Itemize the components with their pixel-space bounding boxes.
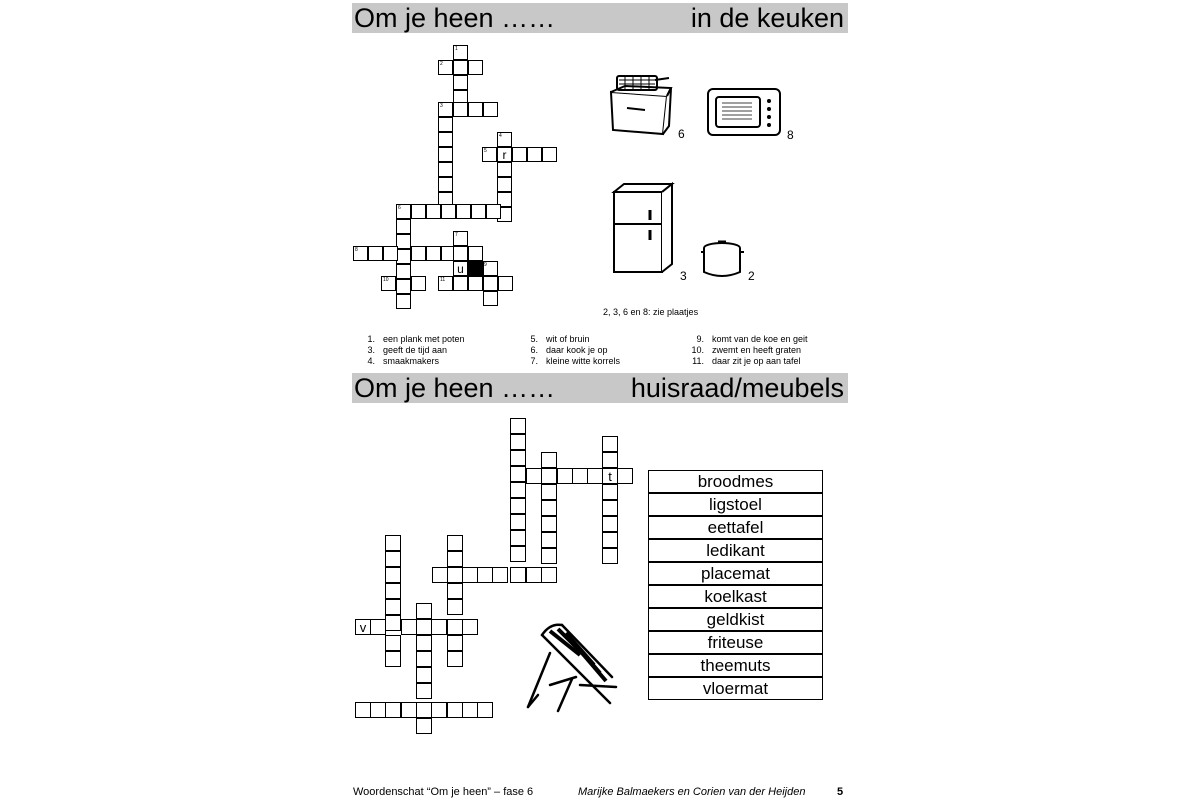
crossword-cell[interactable] [497,162,512,177]
crossword-cell[interactable] [368,246,383,261]
crossword-cell[interactable] [541,567,557,583]
clue-number: 2 [440,61,443,67]
crossword-cell[interactable] [492,567,508,583]
clue-number: 6 [398,205,401,211]
crossword-cell[interactable] [541,468,557,484]
crossword-cell[interactable] [401,702,417,718]
crossword-cell[interactable] [510,482,526,498]
crossword-cell[interactable] [510,498,526,514]
crossword-cell[interactable] [370,619,386,635]
crossword-cell[interactable] [541,452,557,468]
crossword-cell[interactable] [411,276,426,291]
word-list-item: koelkast [648,585,823,608]
crossword-cell[interactable] [453,246,468,261]
given-letter: v [359,620,367,635]
crossword-cell[interactable] [453,75,468,90]
crossword-cell[interactable] [383,246,398,261]
crossword-cell[interactable] [462,619,478,635]
crossword-cell[interactable] [602,516,618,532]
picture-note: 2, 3, 6 en 8: zie plaatjes [603,307,699,317]
section-title-left: Om je heen …… [354,3,556,33]
crossword-cell[interactable] [542,147,557,162]
crossword-cell[interactable] [438,177,453,192]
crossword-cell[interactable] [385,651,401,667]
crossword-cell[interactable] [447,599,463,615]
crossword-cell[interactable] [385,551,401,567]
crossword-cell[interactable] [617,468,633,484]
word-list-item: eettafel [648,516,823,539]
crossword-cell[interactable] [355,702,371,718]
clue-item: 5. wit of bruin [530,334,590,344]
crossword-cell[interactable] [468,102,483,117]
clue-number: 1 [455,46,458,52]
crossword-cell[interactable] [447,535,463,551]
crossword-cell[interactable] [510,567,526,583]
crossword-cell[interactable] [396,294,411,309]
crossword-cell[interactable] [510,466,526,482]
crossword-cell[interactable] [510,546,526,562]
deck-chair-icon [520,615,620,720]
crossword-cell[interactable] [468,246,483,261]
crossword-cell[interactable] [526,468,542,484]
crossword-cell[interactable] [396,279,411,294]
clue-number: 10 [383,277,389,283]
word-list-item: placemat [648,562,823,585]
crossword-cell[interactable] [416,683,432,699]
crossword-cell[interactable] [416,702,432,718]
given-letter: r [502,148,507,162]
crossword-cell[interactable] [416,635,432,651]
clue-number: 4 [499,133,502,139]
clue-item: 6. daar kook je op [530,345,608,355]
crossword-cell[interactable] [426,204,441,219]
clue-number: 9 [484,262,487,268]
crossword-cell[interactable] [468,60,483,75]
crossword-cell[interactable] [396,219,411,234]
crossword-cell[interactable] [456,204,471,219]
crossword-cell[interactable] [396,234,411,249]
word-list-item: broodmes [648,470,823,493]
crossword-cell[interactable] [541,548,557,564]
crossword-cell[interactable] [438,162,453,177]
crossword-cell[interactable] [431,702,447,718]
black-cell [468,261,483,276]
crossword-cell[interactable] [541,500,557,516]
crossword-cell[interactable] [602,500,618,516]
given-letter: u [457,262,464,276]
crossword-cell[interactable] [447,619,463,635]
word-list-item: geldkist [648,608,823,631]
crossword-cell[interactable] [510,450,526,466]
word-list-item: vloermat [648,677,823,700]
crossword-cell[interactable] [370,702,386,718]
crossword-cell[interactable] [602,548,618,564]
crossword-cell[interactable] [453,60,468,75]
clue-item: 3. geeft de tijd aan [367,345,448,355]
pot-icon [700,238,745,280]
page-number: 5 [837,786,844,798]
crossword-cell[interactable] [401,619,417,635]
crossword-cell[interactable] [416,667,432,683]
crossword-cell[interactable] [497,177,512,192]
crossword-cell[interactable] [541,532,557,548]
word-list-item: friteuse [648,631,823,654]
crossword-cell[interactable] [426,246,441,261]
microwave-icon [706,85,784,140]
crossword-cell[interactable] [431,619,447,635]
word-list-item: ledikant [648,539,823,562]
crossword-cell[interactable] [510,530,526,546]
word-list-item: theemuts [648,654,823,677]
clue-number: 11 [440,277,446,283]
crossword-cell[interactable] [447,567,463,583]
crossword-cell[interactable] [541,516,557,532]
crossword-cell[interactable] [510,434,526,450]
crossword-cell[interactable] [557,468,573,484]
crossword-cell[interactable] [385,535,401,551]
fryer-icon [605,72,675,142]
crossword-cell[interactable] [468,276,483,291]
crossword-cell[interactable] [432,567,448,583]
crossword-cell[interactable] [497,147,512,162]
clue-number: 8 [355,247,358,253]
crossword-cell[interactable] [385,567,401,583]
crossword-cell[interactable] [438,132,453,147]
section-header-kitchen [352,3,848,33]
crossword-cell[interactable] [510,418,526,434]
clue-item: 10. zwemt en heeft graten [691,345,802,355]
crossword-cell[interactable] [385,702,401,718]
clue-number: 3 [440,103,443,109]
crossword-cell[interactable] [602,532,618,548]
crossword-cell[interactable] [486,204,501,219]
fridge-icon [610,180,675,275]
crossword-cell[interactable] [385,599,401,615]
section-header-furniture [352,373,848,403]
crossword-cell[interactable] [527,147,542,162]
clue-item: 4. smaakmakers [367,356,440,366]
crossword-cell[interactable] [510,514,526,530]
section-title-left: Om je heen …… [354,373,556,403]
crossword-cell[interactable] [385,635,401,651]
picture-label-fryer: 6 [678,127,685,141]
picture-label-pot: 2 [748,269,755,283]
crossword-cell[interactable] [447,635,463,651]
picture-label-fridge: 3 [680,269,687,283]
crossword-cell[interactable] [447,551,463,567]
crossword-cell[interactable] [587,468,603,484]
given-letter: t [608,469,612,484]
crossword-cell[interactable] [602,452,618,468]
section-title-right: in de keuken [690,3,844,33]
crossword-cell[interactable] [416,619,432,635]
footer-title: Woordenschat “Om je heen” – fase 6 [353,786,534,798]
crossword-cell[interactable] [471,204,486,219]
clue-number: 5 [484,148,487,154]
clue-item: 11. daar zit je op aan tafel [692,356,801,366]
crossword-cell[interactable] [526,567,542,583]
crossword-cell[interactable] [453,102,468,117]
clue-number: 7 [455,232,458,238]
crossword-cell[interactable] [416,603,432,619]
crossword-cell[interactable] [447,583,463,599]
clue-item: 7. kleine witte korrels [530,356,621,366]
crossword-cell[interactable] [453,261,468,276]
crossword-cell[interactable] [453,276,468,291]
crossword-cell[interactable] [483,291,498,306]
crossword-cell[interactable] [541,484,557,500]
crossword-cell[interactable] [355,619,371,635]
crossword-cell[interactable] [396,249,411,264]
crossword-cell[interactable] [483,102,498,117]
crossword-cell[interactable] [447,702,463,718]
clue-item: 1. een plank met poten [367,334,465,344]
picture-label-microwave: 8 [787,128,794,142]
crossword-cell[interactable] [498,276,513,291]
crossword-cell[interactable] [416,718,432,734]
crossword-cell[interactable] [438,147,453,162]
crossword-cell[interactable] [411,246,426,261]
footer-authors: Marijke Balmaekers en Corien van der Heijden [578,786,806,798]
crossword-cell[interactable] [411,204,426,219]
crossword-cell[interactable] [447,651,463,667]
crossword-cell[interactable] [483,276,498,291]
crossword-cell[interactable] [572,468,588,484]
crossword-cell[interactable] [462,567,478,583]
crossword-cell[interactable] [512,147,527,162]
crossword-cell[interactable] [441,204,456,219]
crossword-cell[interactable] [477,567,493,583]
crossword-cell[interactable] [385,615,401,631]
crossword-cell[interactable] [438,117,453,132]
crossword-cell[interactable] [602,468,618,484]
crossword-cell[interactable] [396,264,411,279]
crossword-cell[interactable] [602,484,618,500]
word-list-item: ligstoel [648,493,823,516]
section-title-right: huisraad/meubels [630,373,844,403]
crossword-cell[interactable] [416,651,432,667]
clue-item: 9. komt van de koe en geit [696,334,808,344]
crossword-cell[interactable] [602,436,618,452]
crossword-cell[interactable] [477,702,493,718]
crossword-cell[interactable] [462,702,478,718]
crossword-cell[interactable] [385,583,401,599]
